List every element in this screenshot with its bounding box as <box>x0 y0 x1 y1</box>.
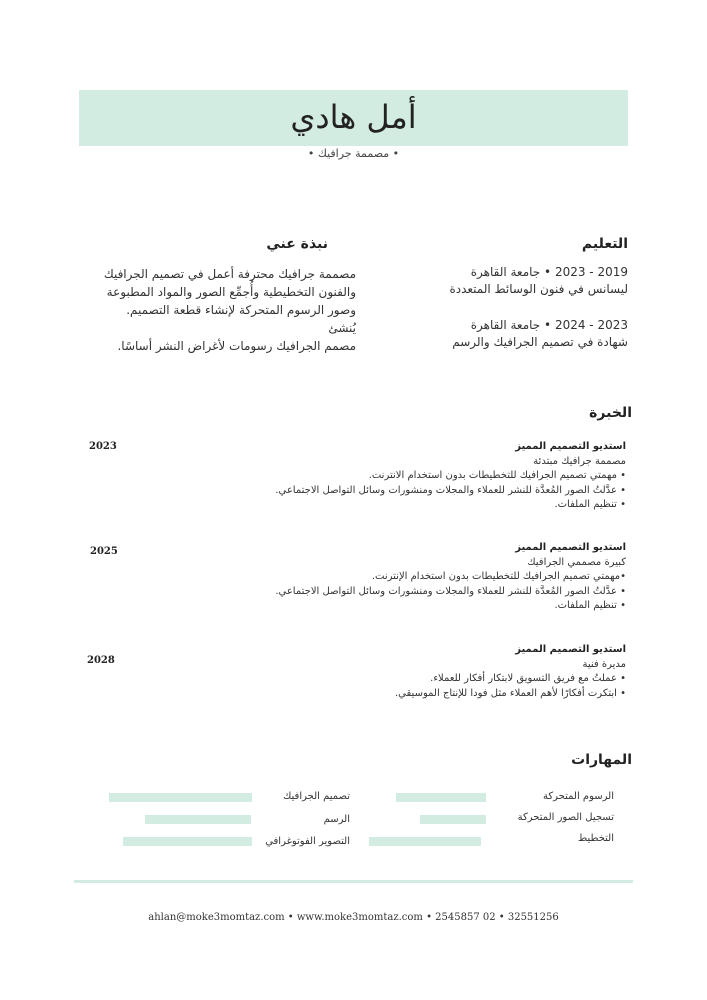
job-year: 2023 <box>89 441 117 452</box>
job-title: • مصممة جرافيك • <box>307 147 400 160</box>
job-year: 2028 <box>87 655 115 666</box>
skill-label: التخطيط <box>577 833 614 844</box>
education-item <box>368 264 628 298</box>
job-year: 2025 <box>90 546 118 557</box>
education-item <box>368 317 628 351</box>
skill-bar <box>420 815 486 824</box>
education-degree-title: ليسانس في فنون الوسائط المتعددة <box>449 282 628 296</box>
job-role: مصممة جرافيك مبتدئة <box>533 455 626 467</box>
education-degree-title: شهادة في تصميم الجرافيك والرسم <box>452 335 628 349</box>
job-bullet: • عدَّلتُ الصور المُعدَّة للنشر للعملاء والمجلات ومنشورات وسائل التواصل الاجتماعي. <box>275 484 626 496</box>
job-entry <box>246 440 626 513</box>
job-bullet: • عملتُ مع فريق التسويق لابتكار أفكار للعملاء. <box>430 673 626 684</box>
skill-label: التصوير الفوتوغرافي <box>265 836 350 847</box>
about-text <box>100 265 356 355</box>
about-heading: نبذة عني <box>266 236 328 252</box>
job-role: كبيرة مصممي الجرافيك <box>527 556 626 568</box>
job-bullet: •مهمتي تصميم الجرافيك للتخطيطات بدون استخدام الإنترنت. <box>371 571 626 582</box>
job-company: استديو التصميم المميز <box>515 644 626 655</box>
contact-info: ahlan@moke3momtaz.com • www.moke3momtaz.com • 2545857 02 • 32551256 <box>148 912 559 923</box>
skill-bar <box>369 837 481 846</box>
job-role: مديرة فنية <box>582 658 626 670</box>
skill-bar <box>396 793 486 802</box>
skill-bar <box>145 815 251 824</box>
skill-label: الرسم <box>323 814 350 825</box>
education-degree-dates: 2023 - 2024 • جامعة القاهرة <box>470 318 628 332</box>
job-company: استديو التصميم المميز <box>515 542 626 553</box>
job-bullet: • تنظيم الملفات. <box>554 499 626 510</box>
experience-heading: الخبرة <box>589 405 632 421</box>
skill-label: الرسوم المتحركة <box>543 791 614 802</box>
education-degree-dates: 2019 - 2023 • جامعة القاهرة <box>470 265 628 279</box>
job-bullet: • ابتكرت أفكارًا لأهم العملاء مثل فودا للإنتاج الموسيقي. <box>394 687 626 699</box>
job-bullet: • مهمتي تصميم الجرافيك للتخطيطات بدون استخدام الانترنت. <box>368 470 626 481</box>
about-line: مصممة جرافيك محترفة أعمل في تصميم الجرافيك <box>103 267 356 281</box>
job-bullet: • عدَّلتُ الصور المُعدَّة للنشر للعملاء والمجلات ومنشورات وسائل التواصل الاجتماعي. <box>275 585 626 597</box>
about-line: مصمم الجرافيك رسومات لأغراض النشر أساسًا. <box>117 339 356 353</box>
about-line: والفنون التخطيطية وأُجمِّع الصور والمواد المطبوعة <box>106 285 356 299</box>
job-entry <box>246 643 626 701</box>
footer-divider <box>74 880 633 883</box>
skill-bar <box>123 837 252 846</box>
candidate-name: أمل هادي <box>290 98 417 136</box>
skills-heading: المهارات <box>571 752 632 768</box>
job-bullet: • تنظيم الملفات. <box>554 600 626 611</box>
job-entry <box>246 541 626 614</box>
skill-label: تسجيل الصور المتحركة <box>517 812 614 823</box>
job-company: استديو التصميم المميز <box>515 441 626 452</box>
skill-label: تصميم الجرافيك <box>283 791 350 802</box>
education-heading: التعليم <box>581 236 628 252</box>
about-line: وصور الرسوم المتحركة لإنشاء قطعة التصميم. يُنشئ <box>126 303 356 335</box>
skill-bar <box>109 793 252 802</box>
